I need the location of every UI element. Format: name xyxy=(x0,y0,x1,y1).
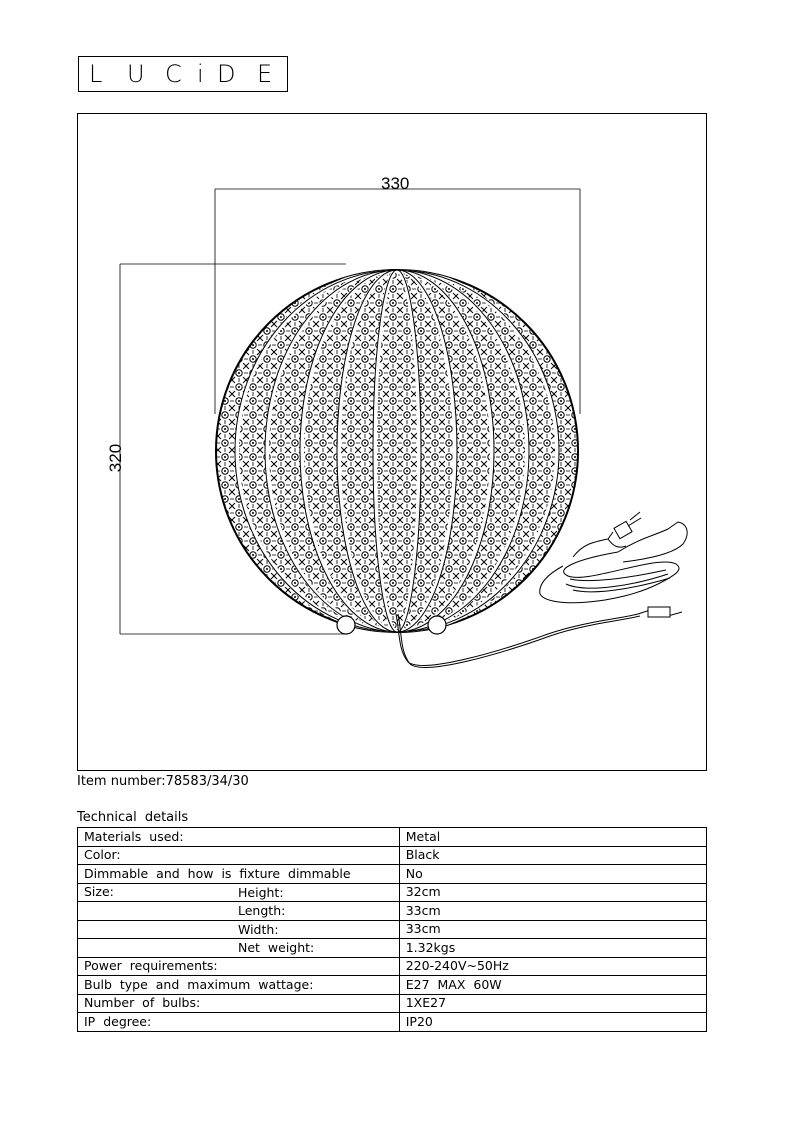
spec-label-cell xyxy=(78,939,400,958)
spec-value: No xyxy=(399,865,706,884)
spec-label: Dimmable and how is fixture dimmable xyxy=(84,865,351,881)
technical-details-table xyxy=(77,827,707,1032)
technical-details-title: Technical details xyxy=(77,810,189,825)
spec-label: Bulb type and maximum wattage: xyxy=(84,976,314,992)
spec-sublabel: Net weight: xyxy=(238,940,315,955)
spec-label: IP degree: xyxy=(84,1013,152,1029)
width-dimension-label: 330 xyxy=(381,174,410,193)
spec-label-cell xyxy=(78,976,400,995)
spec-label-cell xyxy=(78,957,400,976)
spec-label-cell xyxy=(78,994,400,1013)
spec-label-cell xyxy=(78,865,400,884)
spec-value: 32cm xyxy=(399,883,706,902)
spec-label: Power requirements: xyxy=(84,958,218,974)
spec-label-cell xyxy=(78,883,400,902)
lamp-foot-left xyxy=(337,616,355,634)
spec-value: 1XE27 xyxy=(399,994,706,1013)
height-dimension-label: 320 xyxy=(106,443,126,473)
lamp-drawing xyxy=(78,114,708,772)
spec-label: Materials used: xyxy=(84,828,184,844)
logo-letter: E xyxy=(257,60,273,88)
logo-letter: D xyxy=(217,60,236,88)
spec-label-cell xyxy=(78,846,400,865)
spec-label-cell xyxy=(78,828,400,847)
table-row xyxy=(78,1013,707,1032)
spec-label-cell xyxy=(78,1013,400,1032)
logo-letter: U xyxy=(127,60,145,88)
table-row xyxy=(78,994,707,1013)
table-row xyxy=(78,865,707,884)
spec-sublabel: Height: xyxy=(238,884,284,900)
table-row xyxy=(78,828,707,847)
item-number: Item number:78583/34/30 xyxy=(77,774,249,789)
spec-label: Color: xyxy=(84,847,121,863)
logo-letter: C xyxy=(165,60,182,88)
spec-value: Black xyxy=(399,846,706,865)
logo-letter: L xyxy=(89,60,103,88)
spec-value: 33cm xyxy=(399,920,706,939)
table-row xyxy=(78,976,707,995)
spec-label: Size: xyxy=(84,884,114,900)
spec-sublabel: Length: xyxy=(238,903,286,918)
spec-value: Metal xyxy=(399,828,706,847)
lamp-sphere xyxy=(216,270,578,632)
technical-drawing-frame xyxy=(77,113,707,771)
spec-value: 33cm xyxy=(399,902,706,921)
table-row xyxy=(78,883,707,902)
table-row xyxy=(78,957,707,976)
logo-letter: i xyxy=(197,60,204,88)
spec-label: Number of bulbs: xyxy=(84,995,201,1011)
spec-value: 1.32kgs xyxy=(399,939,706,958)
table-row xyxy=(78,902,707,921)
spec-sublabel: Width: xyxy=(238,921,279,937)
brand-logo xyxy=(78,56,288,92)
spec-value: E27 MAX 60W xyxy=(399,976,706,995)
lamp-foot-right xyxy=(428,616,446,634)
table-row xyxy=(78,920,707,939)
spec-value: IP20 xyxy=(399,1013,706,1032)
spec-label-cell xyxy=(78,902,400,921)
spec-label-cell xyxy=(78,920,400,939)
spec-value: 220-240V~50Hz xyxy=(399,957,706,976)
table-row xyxy=(78,939,707,958)
table-row xyxy=(78,846,707,865)
